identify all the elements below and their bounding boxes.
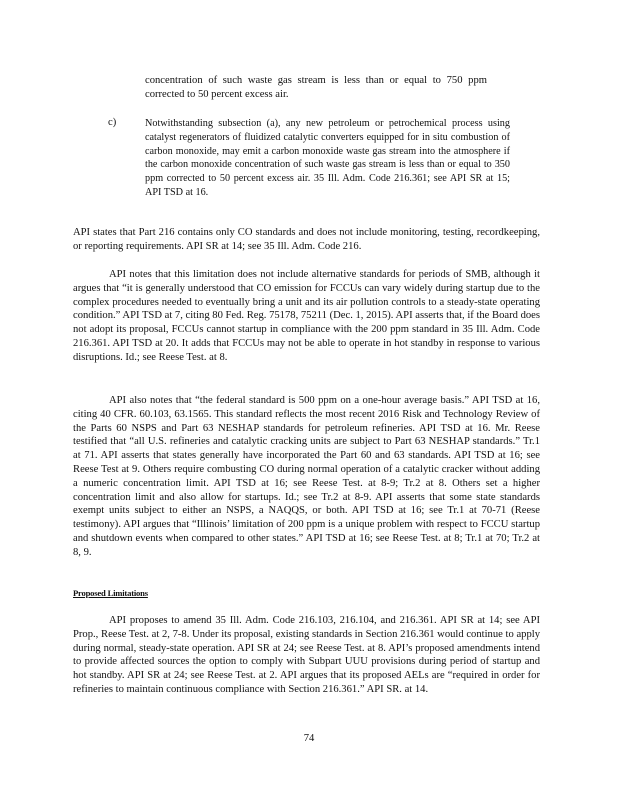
paragraph-proposed-limitations: API proposes to amend 35 Ill. Adm. Code 216.103, 216.104, and 216.361. API SR at 14; see API Prop., Reese Test. at 2, 7-8. Under its proposal, existing standards in Section 216.361 would continue to apply during normal, steady-state operation. API SR at 24; see Reese Test. at 8. API’s proposed amendments intend to provide affected sources the option to comply with Subpart UUU provisions during period of startup and hot standby. API SR at 24; see Reese Test. at 2. API argues that its proposed AELs are “required in order for refineries to maintain continuous compliance with Section 216.361.” API SR. at 14. xyxy=(73,615,540,695)
paragraph-smb-limitation: API notes that this limitation does not include alternative standards for periods of SMB, although it argues that “it is generally understood that CO emission for FCCUs can vary widely during startup due to the complex procedures needed to eventually bring a unit and its air pollution controls to a steady-state operating condition.” API TSD at 7, citing 80 Fed. Reg. 75178, 75211 (Dec. 1, 2015). API asserts that, if the Board does not adopt its proposal, FCCUs cannot startup in compliance with the 200 ppm standard in 35 Ill. Adm. Code 216.361. API TSD at 20. It adds that FCCUs may not be able to operate in hot standby in response to various disruptions. Id.; see Reese Test. at 8. xyxy=(73,269,540,363)
quote-subsection-c: Notwithstanding subsection (a), any new petroleum or petrochemical process using catalyst regenerators of fluidized catalytic converters equipped for in situ combustion of carbon monoxide, may emit a carbon monoxide waste gas stream into the atmosphere if the carbon monoxide concentration of such waste gas stream is less than or equal to 350 ppm corrected to 50 percent excess air. 35 Ill. Adm. Code 216.361; see API SR at 15; API TSD at 16. xyxy=(145,118,510,198)
quote-subsection-b-continuation: concentration of such waste gas stream is less than or equal to 750 ppm corrected to 50 percent excess air. xyxy=(145,75,487,100)
paragraph-federal-standard: API also notes that “the federal standard is 500 ppm on a one-hour average basis.” API TSD at 16, citing 40 CFR. 60.103, 63.1565. This standard reflects the most recent 2016 Risk and Technology Review of the Parts 60 NSPS and Part 63 NESHAP standards for petroleum refineries. API TSD at 16. Mr. Reese testified that “all U.S. refineries and catalytic cracking units are subject to Part 63 NESHAP standards.” Tr.1 at 71. API asserts that states generally have incorporated the Part 60 and 63 standards. API TSD at 16; see Reese Test at 9. Others require combusting CO during normal operation of a catalytic cracker without adding a numeric concentration limit. API TSD at 16; see Reese Test. at 8-9; Tr.2 at 8. Others set a higher concentration limit and also allow for startups. Id.; see Tr.2 at 8-9. API asserts that some state standards exempt units subject to either an NSPS, a NAQQS, or both. API TSD at 16; see Tr.1 at 70-71 (Reese testimony). API argues that “Illinois’ limitation of 200 ppm is a unique problem with respect to FCCU startup and shutdown events when compared to other states.” API TSD at 16; see Reese Test. at 8; Tr.1 at 70; Tr.2 at 8, 9. xyxy=(73,395,540,558)
subsection-c-label: c) xyxy=(108,117,117,128)
paragraph-part-216-standards: API states that Part 216 contains only CO standards and does not include monitoring, testing, recordkeeping, or reporting requirements. API SR at 14; see 35 Ill. Adm. Code 216. xyxy=(73,227,540,252)
page-number: 74 xyxy=(303,733,315,744)
section-heading: Proposed Limitations xyxy=(73,588,148,598)
